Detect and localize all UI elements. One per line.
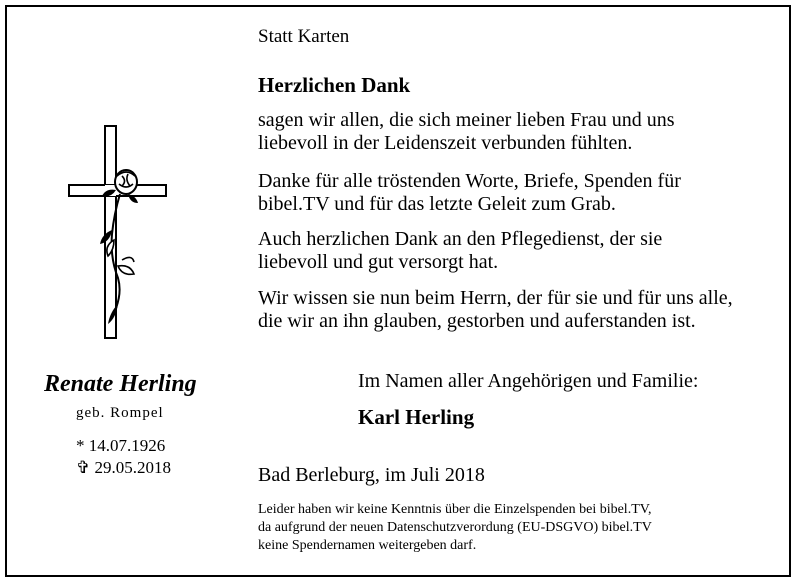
paragraph-line: sagen wir allen, die sich meiner lieben Frau und uns — [258, 109, 675, 131]
closing-intro: Im Namen aller Angehörigen und Familie: — [358, 370, 699, 392]
paragraph-line: liebevoll und gut versorgt hat. — [258, 251, 499, 273]
place-date: Bad Berleburg, im Juli 2018 — [258, 464, 485, 486]
birth-date: 14.07.1926 — [88, 436, 166, 455]
donation-note — [258, 501, 652, 555]
paragraph-line: Auch herzlichen Dank an den Pflegedienst, der sie — [258, 228, 663, 250]
note-line: keine Spendernamen weitergeben darf. — [258, 538, 477, 553]
cross-with-rose-icon — [62, 118, 172, 344]
birth-symbol: * — [76, 436, 85, 455]
deceased-name: Renate Herling — [44, 371, 197, 397]
paragraph-3 — [258, 228, 662, 274]
note-line: Leider haben wir keine Kenntnis über die Einzelspenden bei bibel.TV, — [258, 502, 652, 517]
paragraph-line: die wir an ihn glauben, gestorben und auferstanden ist. — [258, 310, 696, 332]
paragraph-line: Danke für alle tröstenden Worte, Briefe, Spenden für — [258, 170, 681, 192]
death-date: 29.05.2018 — [94, 458, 171, 477]
paragraph-line: liebevoll in der Leidenszeit verbunden fühlten. — [258, 132, 633, 154]
birth-line — [76, 436, 165, 456]
birth-name: geb. Rompel — [76, 405, 164, 421]
paragraph-line: Wir wissen sie nun beim Herrn, der für sie und für uns alle, — [258, 287, 733, 309]
page-title: Herzlichen Dank — [258, 73, 411, 97]
signer-name: Karl Herling — [358, 405, 475, 429]
paragraph-line: bibel.TV und für das letzte Geleit zum Grab. — [258, 193, 616, 215]
paragraph-4 — [258, 287, 733, 333]
statt-karten: Statt Karten — [258, 26, 350, 47]
paragraph-1 — [258, 109, 675, 155]
note-line: da aufgrund der neuen Datenschutzverordung (EU-DSGVO) bibel.TV — [258, 520, 652, 535]
death-cross-icon: ✞ — [76, 458, 91, 477]
death-line — [76, 458, 171, 478]
paragraph-2 — [258, 170, 681, 216]
